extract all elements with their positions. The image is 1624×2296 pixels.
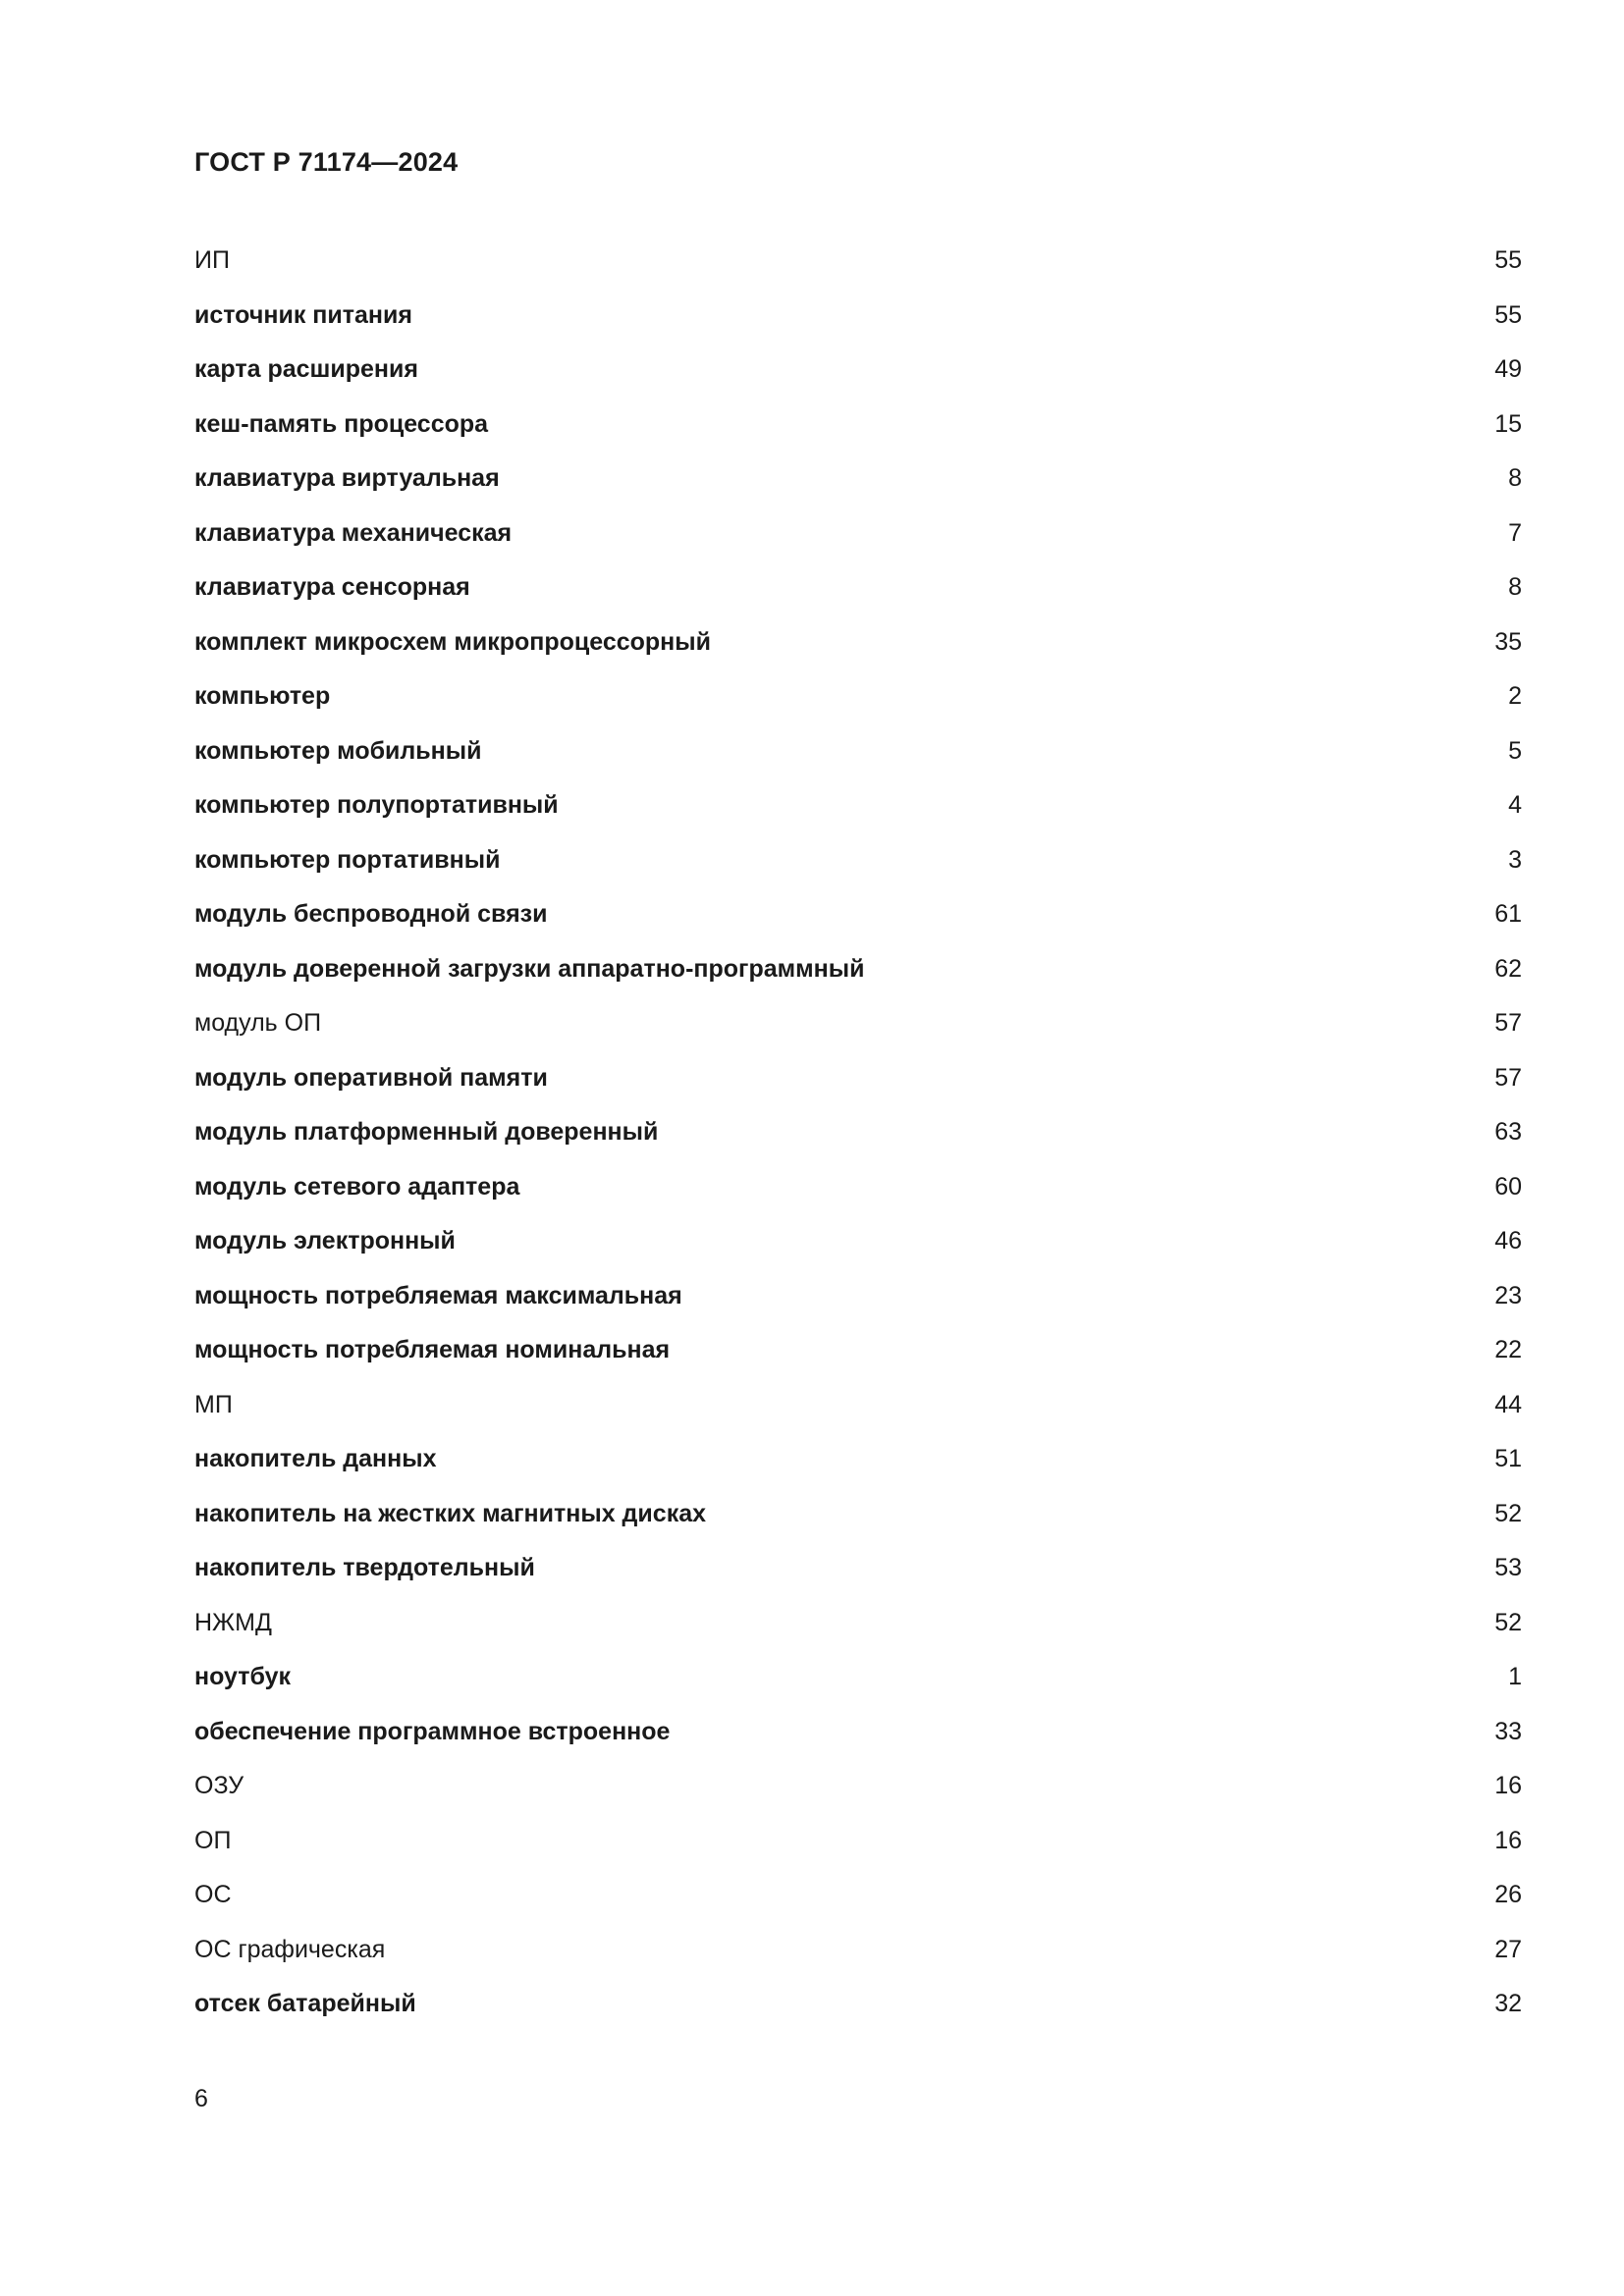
index-page-ref: 57 bbox=[1494, 1063, 1522, 1092]
index-page-ref: 63 bbox=[1494, 1118, 1522, 1147]
index-page-ref: 23 bbox=[1494, 1281, 1522, 1309]
index-page-ref: 3 bbox=[1508, 845, 1522, 874]
index-entry bbox=[194, 615, 1522, 670]
index-term: НЖМД bbox=[194, 1608, 272, 1636]
index-term: обеспечение программное встроенное bbox=[194, 1717, 671, 1745]
index-term: ОЗУ bbox=[194, 1772, 244, 1800]
index-entry bbox=[194, 452, 1522, 507]
index-term: клавиатура виртуальная bbox=[194, 464, 500, 493]
index-entry bbox=[194, 561, 1522, 615]
index-page-ref: 52 bbox=[1494, 1608, 1522, 1636]
index-term: карта расширения bbox=[194, 355, 418, 384]
index-entry bbox=[194, 996, 1522, 1051]
index-page-ref: 57 bbox=[1494, 1009, 1522, 1038]
index-page-ref: 61 bbox=[1494, 900, 1522, 929]
index-page-ref: 55 bbox=[1494, 246, 1522, 275]
index-entry bbox=[194, 234, 1522, 289]
index-entry bbox=[194, 398, 1522, 453]
index-term: модуль ОП bbox=[194, 1009, 322, 1038]
index-page-ref: 55 bbox=[1494, 300, 1522, 329]
index-term: компьютер мобильный bbox=[194, 736, 482, 765]
index-term: модуль электронный bbox=[194, 1227, 456, 1255]
index-page-ref: 2 bbox=[1508, 682, 1522, 711]
index-page-ref: 51 bbox=[1494, 1445, 1522, 1473]
index-page-ref: 60 bbox=[1494, 1172, 1522, 1201]
index-term: кеш-память процессора bbox=[194, 409, 489, 438]
index-term: модуль сетевого адаптера bbox=[194, 1172, 520, 1201]
index-entry bbox=[194, 778, 1522, 833]
index-page-ref: 52 bbox=[1494, 1499, 1522, 1527]
index-page-ref: 26 bbox=[1494, 1881, 1522, 1909]
index-entry bbox=[194, 1705, 1522, 1760]
index-entry bbox=[194, 1977, 1522, 2032]
index-entry bbox=[194, 1160, 1522, 1215]
index-term: клавиатура сенсорная bbox=[194, 573, 470, 602]
index-term: накопитель твердотельный bbox=[194, 1554, 535, 1582]
index-entry bbox=[194, 1650, 1522, 1705]
index-page-ref: 27 bbox=[1494, 1935, 1522, 1963]
index-term: модуль платформенный доверенный bbox=[194, 1118, 659, 1147]
index-page-ref: 49 bbox=[1494, 355, 1522, 384]
index-entry bbox=[194, 1814, 1522, 1869]
index-page-ref: 16 bbox=[1494, 1772, 1522, 1800]
index-entry bbox=[194, 887, 1522, 942]
index-entry bbox=[194, 1541, 1522, 1596]
index-page-ref: 8 bbox=[1508, 573, 1522, 602]
index-term: мощность потребляемая номинальная bbox=[194, 1336, 671, 1364]
index-page-ref: 22 bbox=[1494, 1336, 1522, 1364]
alphabetical-index-list bbox=[194, 234, 1522, 2032]
index-page-ref: 35 bbox=[1494, 627, 1522, 656]
index-entry bbox=[194, 1214, 1522, 1269]
index-entry bbox=[194, 1596, 1522, 1651]
index-term: компьютер bbox=[194, 682, 331, 711]
index-page-ref: 44 bbox=[1494, 1390, 1522, 1418]
index-term: модуль оперативной памяти bbox=[194, 1063, 548, 1092]
index-term: компьютер портативный bbox=[194, 845, 501, 874]
index-term: компьютер полупортативный bbox=[194, 791, 559, 820]
index-page-ref: 46 bbox=[1494, 1227, 1522, 1255]
index-term: ОП bbox=[194, 1826, 232, 1854]
index-page-ref: 7 bbox=[1508, 518, 1522, 547]
index-page-ref: 1 bbox=[1508, 1663, 1522, 1691]
index-page-ref: 33 bbox=[1494, 1717, 1522, 1745]
index-page-ref: 62 bbox=[1494, 954, 1522, 983]
index-entry bbox=[194, 1923, 1522, 1978]
index-page-ref: 8 bbox=[1508, 464, 1522, 493]
index-entry bbox=[194, 1051, 1522, 1106]
index-page-ref: 32 bbox=[1494, 1990, 1522, 2018]
index-page-ref: 16 bbox=[1494, 1826, 1522, 1854]
index-term: мощность потребляемая максимальная bbox=[194, 1281, 682, 1309]
index-entry bbox=[194, 833, 1522, 888]
index-term: отсек батарейный bbox=[194, 1990, 416, 2018]
index-term: накопитель данных bbox=[194, 1445, 437, 1473]
index-term: комплект микросхем микропроцессорный bbox=[194, 627, 712, 656]
page-number: 6 bbox=[194, 2085, 208, 2112]
index-entry bbox=[194, 343, 1522, 398]
index-page-ref: 4 bbox=[1508, 791, 1522, 820]
index-term: ИП bbox=[194, 246, 230, 275]
index-entry bbox=[194, 1487, 1522, 1542]
index-term: модуль доверенной загрузки аппаратно-программный bbox=[194, 954, 865, 983]
index-page-ref: 15 bbox=[1494, 409, 1522, 438]
index-entry bbox=[194, 1432, 1522, 1487]
index-term: клавиатура механическая bbox=[194, 518, 513, 547]
index-entry bbox=[194, 289, 1522, 344]
index-entry bbox=[194, 669, 1522, 724]
index-entry bbox=[194, 1759, 1522, 1814]
index-entry bbox=[194, 1378, 1522, 1433]
document-header: ГОСТ Р 71174—2024 bbox=[194, 147, 459, 177]
index-page-ref: 5 bbox=[1508, 736, 1522, 765]
index-entry bbox=[194, 507, 1522, 561]
index-entry bbox=[194, 942, 1522, 997]
index-entry bbox=[194, 1868, 1522, 1923]
index-term: модуль беспроводной связи bbox=[194, 900, 548, 929]
index-term: МП bbox=[194, 1390, 233, 1418]
index-entry bbox=[194, 724, 1522, 779]
index-term: накопитель на жестких магнитных дисках bbox=[194, 1499, 707, 1527]
index-entry bbox=[194, 1105, 1522, 1160]
index-term: ОС графическая bbox=[194, 1935, 386, 1963]
index-entry bbox=[194, 1269, 1522, 1324]
index-page-ref: 53 bbox=[1494, 1554, 1522, 1582]
index-term: ноутбук bbox=[194, 1663, 292, 1691]
index-entry bbox=[194, 1323, 1522, 1378]
index-term: источник питания bbox=[194, 300, 412, 329]
index-term: ОС bbox=[194, 1881, 232, 1909]
